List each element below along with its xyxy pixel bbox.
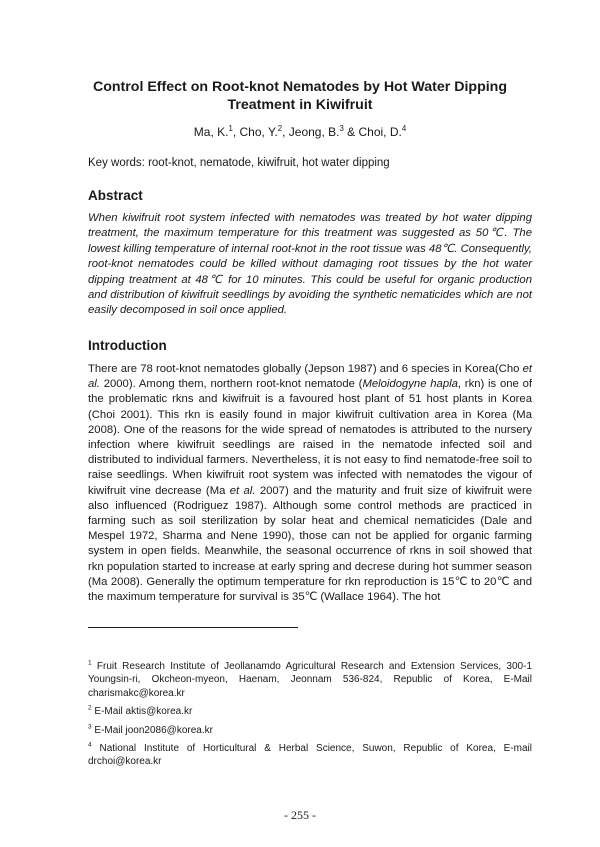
author-name: Choi, D. bbox=[358, 125, 402, 139]
footnote-separator bbox=[88, 627, 298, 628]
abstract-heading: Abstract bbox=[88, 188, 143, 203]
affiliation-mark: 3 bbox=[339, 124, 344, 133]
footnote-text: E-Mail joon2086@korea.kr bbox=[94, 724, 213, 736]
footnote bbox=[88, 705, 532, 718]
footnote-mark: 2 bbox=[88, 704, 92, 712]
footnote bbox=[88, 742, 532, 769]
author-name: Jeong, B. bbox=[288, 125, 340, 139]
footnote-text: E-Mail aktis@korea.kr bbox=[94, 706, 193, 718]
author-separator: & bbox=[343, 125, 359, 139]
footnote-mark: 3 bbox=[88, 723, 92, 731]
introduction-heading: Introduction bbox=[88, 338, 167, 353]
affiliation-mark: 2 bbox=[277, 124, 283, 133]
text-segment: , rkn) is one of the problematic rkns and kiwifruit is a favoured host plant of 51 host plants in Korea (Choi 2001). This rkn is easily found in major kiwifruit cultivation area in Korea (Ma 2008). One of the reasons for the wide spread of nematodes is attributed to the nursery infection where kiwifruit seedlings are raised in the nematode infected soil and distributed to individual farmers. Nevertheless, it is not easy to find nematode-free soil to raise seedlings. When kiwifruit root system was infected with nematodes the vigour of kiwifruit vine decrease (Ma bbox=[88, 378, 532, 497]
introduction-text bbox=[88, 362, 532, 605]
italic-text-segment: Meloidogyne hapla bbox=[362, 378, 458, 391]
text-segment: 2000). Among them, northern root-knot nematode ( bbox=[99, 378, 363, 391]
author-separator: , bbox=[282, 125, 289, 139]
footnote-mark: 1 bbox=[88, 659, 92, 667]
text-segment: There are 78 root-knot nematodes globally (Jepson 1987) and 6 species in Korea(Cho bbox=[88, 363, 523, 375]
author-name: Ma, K. bbox=[193, 125, 229, 139]
affiliation-mark: 1 bbox=[228, 124, 233, 133]
footnotes bbox=[88, 660, 532, 774]
affiliation-mark: 4 bbox=[401, 124, 407, 133]
page-number: - 255 - bbox=[284, 808, 316, 822]
author-separator: , bbox=[232, 125, 240, 139]
paper-title: Control Effect on Root-knot Nematodes by Hot Water Dipping Treatment in Kiwifruit bbox=[92, 79, 508, 113]
footnote-mark: 4 bbox=[88, 741, 92, 749]
italic-text-segment: et al. bbox=[88, 363, 532, 391]
footnote-text: National Institute of Horticultural & Herbal Science, Suwon, Republic of Korea, E-mail drchoi@korea.kr bbox=[88, 743, 532, 768]
footnote bbox=[88, 724, 532, 737]
keywords: Key words: root-knot, nematode, kiwifruit, hot water dipping bbox=[88, 157, 390, 169]
abstract-text: When kiwifruit root system infected with nematodes was treated by hot water dipping treatment, the maximum temperature for this treatment was suggested as 50℃. The lowest killing temperature of internal root-knot in the root tissue was 48℃. Consequently, root-knot nematodes could be killed without damaging root tissues by the hot water dipping treatment at 48℃ for 10 minutes. This could be useful for organic production and distribution of kiwifruit seedlings by avoiding the synthetic nematicides which are not easily decomposed in soil once applied. bbox=[88, 212, 532, 317]
footnote-text: Fruit Research Institute of Jeollanamdo Agricultural Research and Extension Services, 300-1 Youngsin-ri, Okcheon-myeon, Haenam, Jeonnam 536-824, Republic of Korea, E-Mail charismakc@korea.kr bbox=[88, 661, 533, 699]
italic-text-segment: et al. bbox=[229, 484, 256, 497]
author-line bbox=[0, 124, 600, 140]
text-segment: 2007) and the maturity and fruit size of kiwifruit were also influenced (Rodriguez 1987). Although some control methods are practiced in farming such as soil sterilization by solar heat and chemical nematicides (Dale and Mespel 1972, Sharma and Nene 1990), those can not be applied for organic farming system in open fields. Meanwhile, the seasonal occurrence of rkns in soil showed that rkn population started to increase at early spring and decrese during hot summer season (Ma 2008). Generally the optimum temperature for rkn reproduction is 15℃ to 20℃ and the maximum temperature for survival is 35℃ (Wallace 1964). The hot bbox=[88, 484, 532, 604]
author-name: Cho, Y. bbox=[239, 125, 278, 139]
footnote bbox=[88, 660, 532, 700]
